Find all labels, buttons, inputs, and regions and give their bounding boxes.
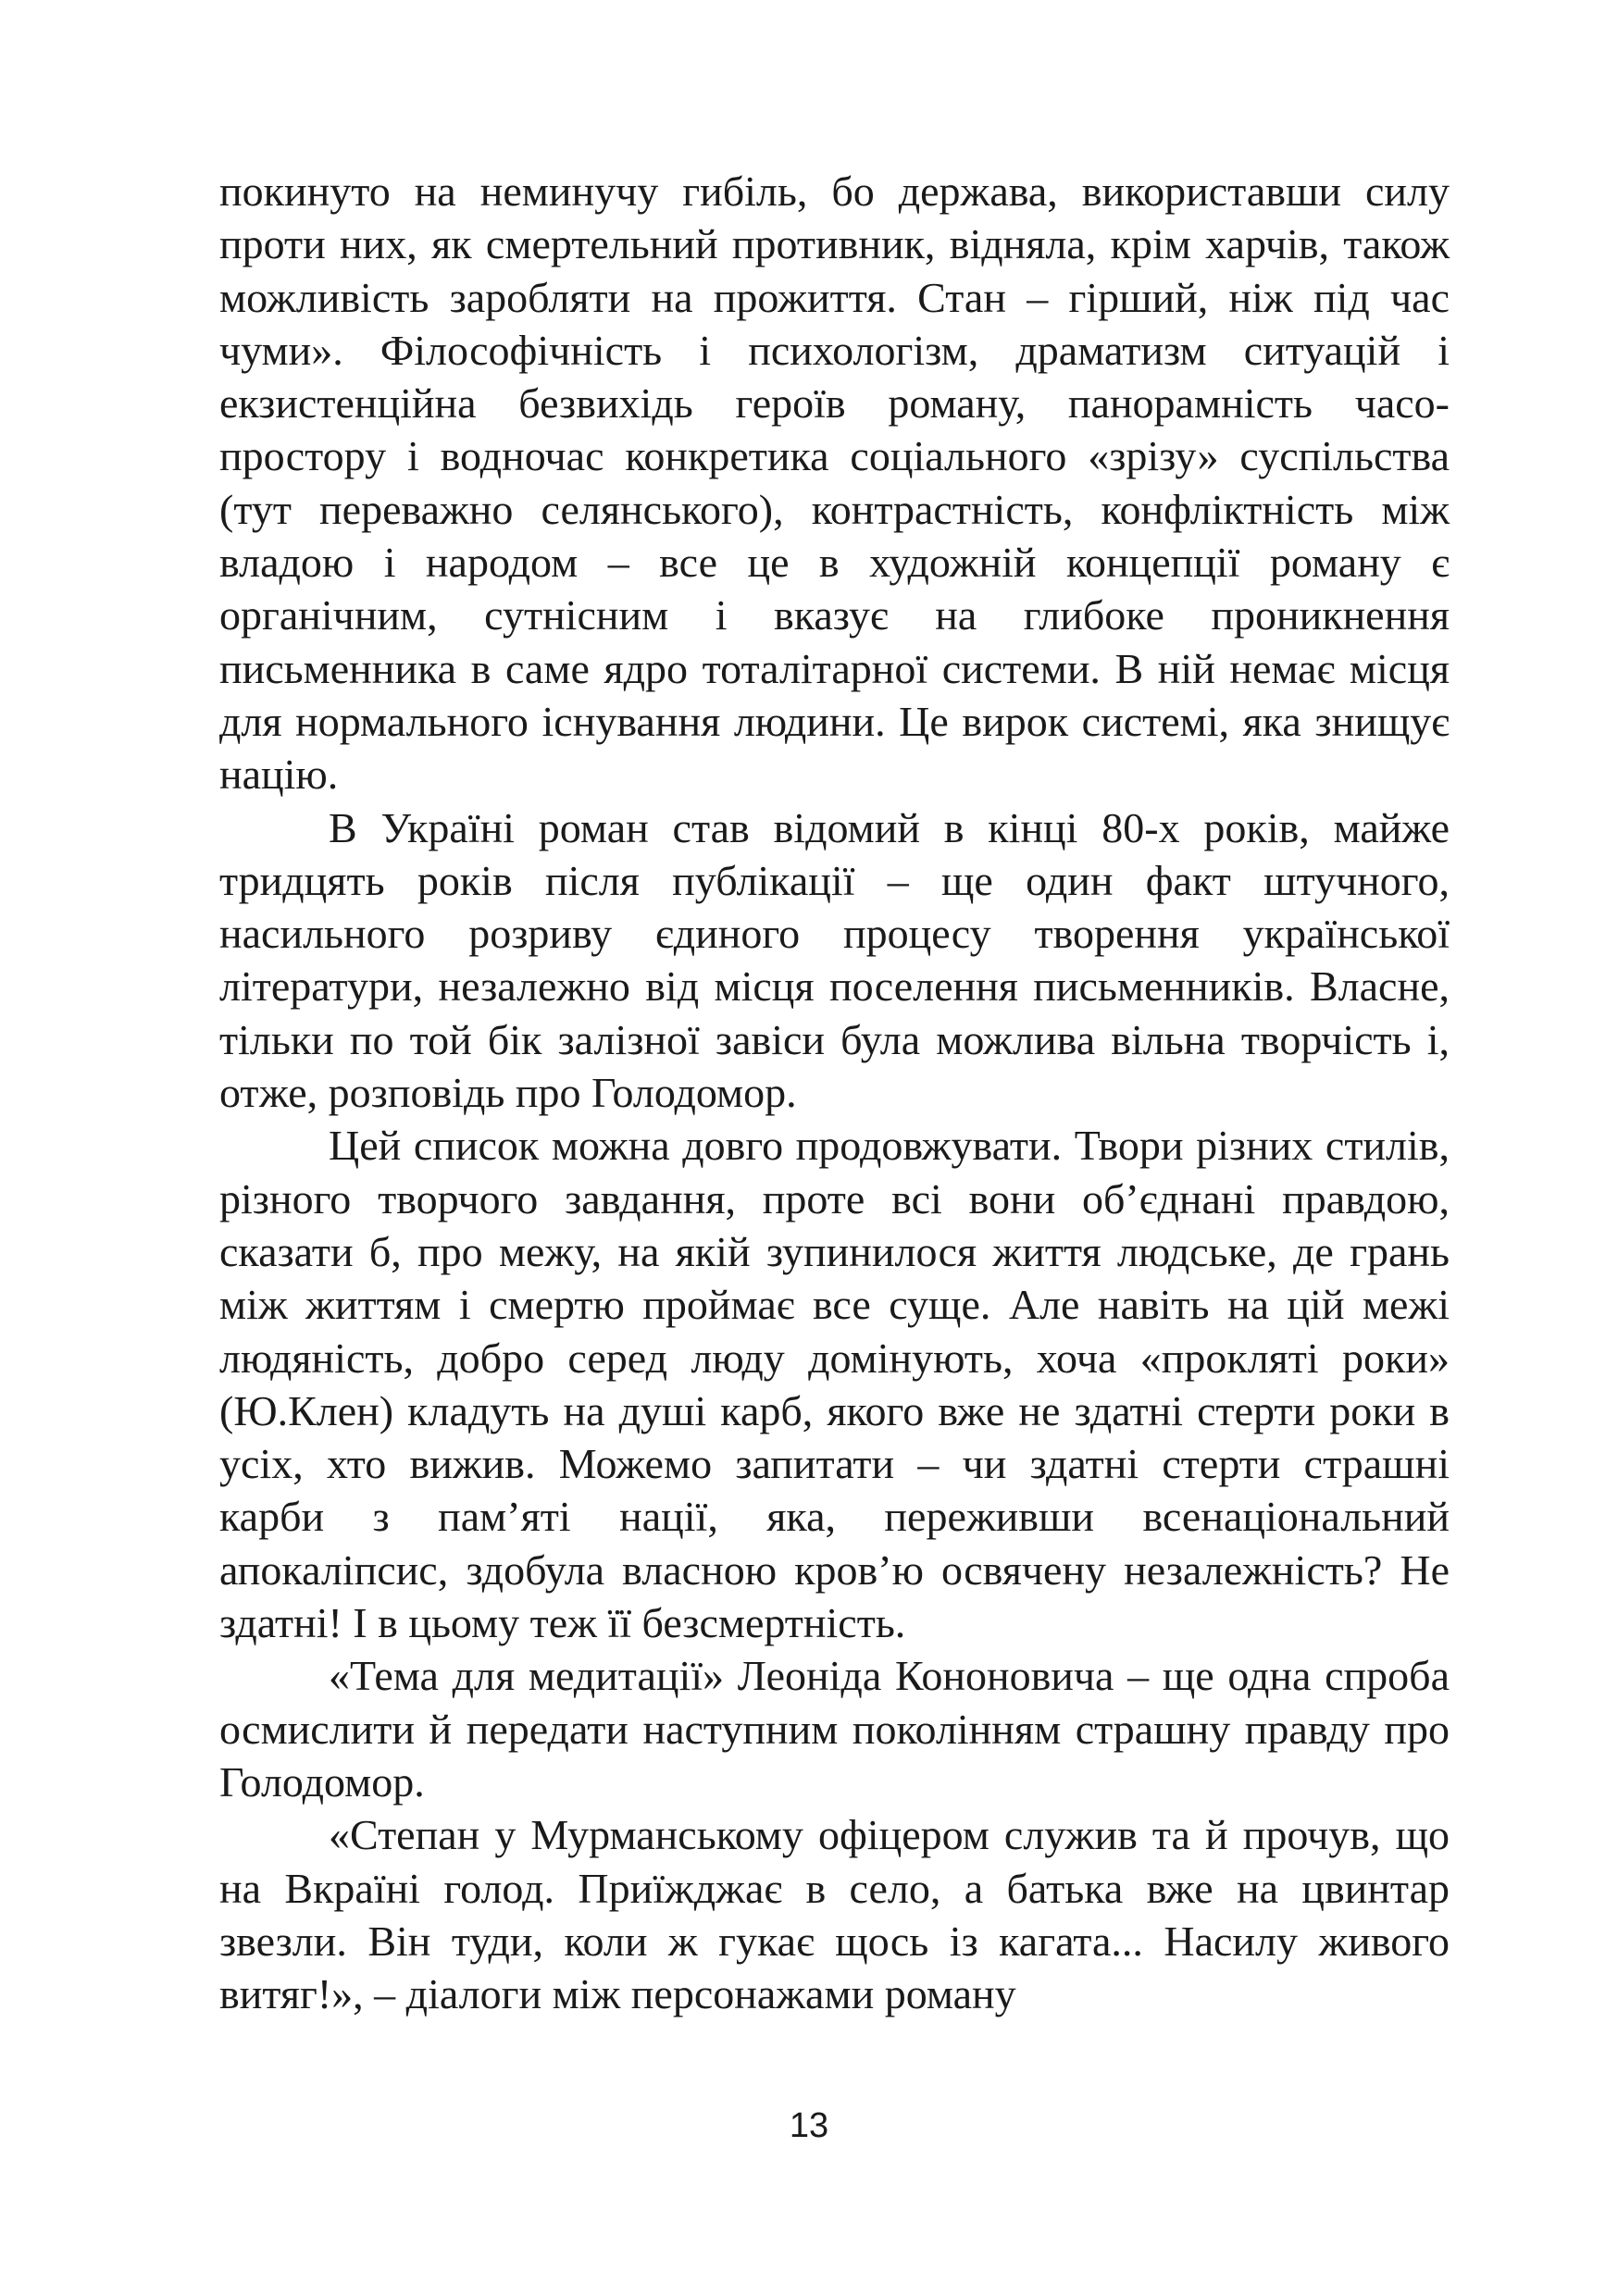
page-number: 13 [789, 2106, 829, 2145]
paragraph-5: «Степан у Мурманському офіцером служив та й прочув, що на Вкраїні голод. Приїжджає в село, а батька вже на цвинтар звезли. Він туди, коли ж гукає щось із кагата... Насилу живого витяг!», – діалоги між персонажами роману [219, 1811, 1450, 2018]
paragraph-1: покинуто на неминучу гибіль, бо держава, використавши силу проти них, як смертельний противник, відняла, крім харчів, також можливість заробляти на прожиття. Стан – гірший, ніж під час чуми». Філософічність і психологізм, драматизм ситуацій і екзистенційна безвихідь героїв роману, панорамність часо-простору і водночас конкретика соціального «зрізу» суспільства (тут переважно селянського), контрастність, конфліктність між владою і народом – все це в художній концепції роману є органічним, сутнісним і вказує на глибоке проникнення письменника в саме ядро тоталітарної системи. В ній немає місця для нормального існування людини. Це вирок системі, яка знищує націю. [219, 168, 1450, 799]
paragraph-3: Цей список можна довго продовжувати. Твори різних стилів, різного творчого завдання, проте всі вони об’єднані правдою, сказати б, про межу, на якій зупинилося життя людське, де грань між життям і смертю проймає все суще. Але навіть на цій межі людяність, добро серед люду домінують, хоча «прокляті роки» (Ю.Клен) кладуть на душі карб, якого вже не здатні стерти роки в усіх, хто вижив. Можемо запитати – чи здатні стерти страшні карби з пам’яті нації, яка, переживши всенаціональний апокаліпсис, здобула власною кров’ю освячену незалежність? Не здатні! І в цьому теж її безсмертність. [219, 1122, 1450, 1647]
paragraph-2: В Україні роман став відомий в кінці 80-х років, майже тридцять років після публікації – ще один факт штучного, насильного розриву єдиного процесу творення української літератури, незалежно від місця поселення письменників. Власне, тільки по той бік залізної завіси була можлива вільна творчість і, отже, розповідь про Голодомор. [219, 803, 1450, 1117]
paragraph-4: «Тема для медитації» Леоніда Кононовича – ще одна спроба осмислити й передати наступним поколінням страшну правду про Голодомор. [219, 1652, 1450, 1806]
page-body [219, 165, 1450, 2020]
